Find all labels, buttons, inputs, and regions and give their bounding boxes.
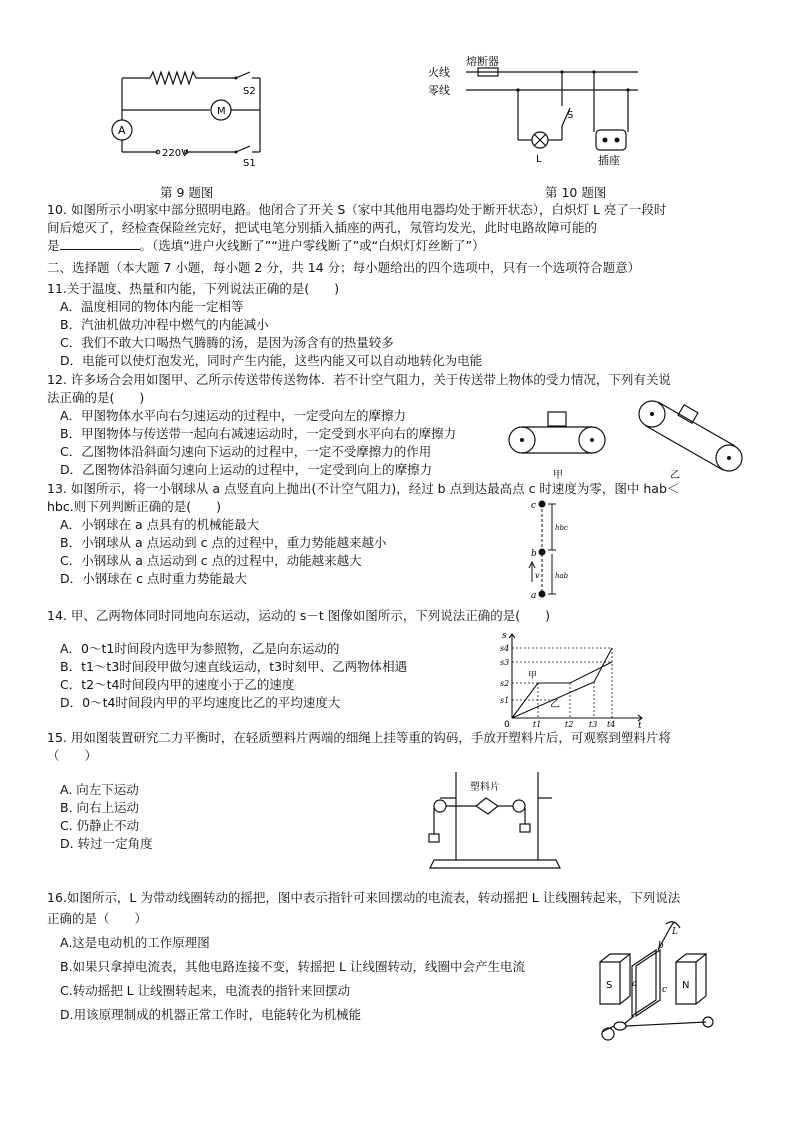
fig10-home-circuit xyxy=(428,50,658,180)
q10-line2: 间后熄灭了，经检查保险丝完好，把试电笔分别插入插座的两孔，氖管均发光，此时电路故障可能的 xyxy=(47,220,598,235)
q13-option-c[interactable]: C．小钢球从 a 点运动到 c 点的过程中，动能越来越大 xyxy=(60,553,362,568)
q15-option-b[interactable]: B. 向右上运动 xyxy=(60,800,140,815)
q10-line3-post: 。（选填“进户火线断了”“进户零线断了”或“白炽灯灯丝断了”） xyxy=(139,238,485,253)
q14-t3: t3 xyxy=(589,720,598,728)
q13-label-v: v xyxy=(535,571,540,580)
q13-option-a[interactable]: A．小钢球在 a 点具有的机械能最大 xyxy=(60,517,260,532)
q16-option-d[interactable]: D.用该原理制成的机器正常工作时，电能转化为机械能 xyxy=(60,1007,362,1022)
q12-option-c[interactable]: C．乙图物体沿斜面匀速向下运动的过程中，一定不受摩擦力的作用 xyxy=(60,444,432,459)
q14-label-jia: 甲 xyxy=(528,671,538,681)
fig10-label-s: S xyxy=(567,110,574,121)
q14-st-graph xyxy=(498,628,648,728)
q13-stem-2: hbc.则下列判断正确的是( ) xyxy=(47,499,221,514)
q10-line3 xyxy=(47,237,754,255)
q12-option-d[interactable]: D．乙图物体沿斜面匀速向上运动的过程中，一定受到向上的摩擦力 xyxy=(60,462,433,477)
q14-option-c[interactable]: C．t2～t4时间段内甲的速度小于乙的速度 xyxy=(60,677,295,692)
q11-stem: 11.关于温度、热量和内能，下列说法正确的是( ) xyxy=(47,281,340,296)
q14-t1: t1 xyxy=(533,720,542,728)
q12-option-b[interactable]: B．甲图物体与传送带一起向右减速运动时，一定受到水平向右的摩擦力 xyxy=(60,426,457,441)
q12-conveyor-figures xyxy=(504,400,754,482)
q15-label-card: 塑料片 xyxy=(470,782,500,793)
q16-label-l: L xyxy=(672,927,678,937)
q15-apparatus xyxy=(420,768,570,872)
q16-generator-figure xyxy=(596,920,726,1044)
q16-label-b: b xyxy=(658,941,664,951)
q10-answer-blank[interactable] xyxy=(60,237,140,250)
q16-label-s: S xyxy=(606,980,613,991)
q11-option-c[interactable]: C．我们不敢大口喝热气腾腾的汤，是因为汤含有的热量较多 xyxy=(60,335,394,350)
q16-option-c[interactable]: C.转动摇把 L 让线圈转起来，电流表的指针来回摆动 xyxy=(60,983,351,998)
fig9-label-220v: 220V xyxy=(162,148,188,159)
q16-option-b[interactable]: B.如果只拿掉电流表，其他电路连接不变，转摇把 L 让线圈转动，线圈中会产生电流 xyxy=(60,959,525,974)
q14-t4: t4 xyxy=(607,720,616,728)
q13-label-hab: hab xyxy=(555,572,569,580)
q14-s1: s1 xyxy=(500,696,510,705)
q15-option-d[interactable]: D. 转过一定角度 xyxy=(60,836,153,851)
q12-option-a[interactable]: A．甲图物体水平向右匀速运动的过程中，一定受向左的摩擦力 xyxy=(60,408,407,423)
q11-option-a[interactable]: A．温度相同的物体内能一定相等 xyxy=(60,299,244,314)
q13-label-c: c xyxy=(531,501,537,511)
q12-stem-1: 12. 许多场合会用如图甲、乙所示传送带传送物体．若不计空气阻力，关于传送带上物体的受力情况，下列有关说 xyxy=(47,372,671,387)
q10-line1: 10. 如图所示小明家中部分照明电路。他闭合了开关 S（家中其他用电器均处于断开状态），白炽灯 L 亮了一段时 xyxy=(47,202,667,217)
q13-option-b[interactable]: B．小钢球从 a 点运动到 c 点的过程中，重力势能越来越小 xyxy=(60,535,387,550)
q12-label-yi: 乙 xyxy=(670,470,680,481)
q13-label-hbc: hbc xyxy=(555,524,568,532)
q14-option-b[interactable]: B．t1～t3时间段甲做匀速直线运动，t3时刻甲、乙两物体相遇 xyxy=(60,659,408,674)
section2-heading: 二、选择题（本大题 7 小题，每小题 2 分，共 14 分；每小题给出的四个选项中，只有一个选项符合题意） xyxy=(47,260,641,275)
q16-label-c: c xyxy=(662,985,668,995)
fig9-label-a: A xyxy=(118,124,126,137)
q13-stem-1: 13. 如图所示，将一小钢球从 a 点竖直向上抛出(不计空气阻力)，经过 b 点到达最高点 c 时速度为零，图中 hab＜ xyxy=(47,481,680,496)
q14-option-a[interactable]: A．0～t1时间段内选甲为参照物，乙是向东运动的 xyxy=(60,641,340,656)
q14-stem: 14. 甲、乙两物体同时同地向东运动，运动的 s－t 图像如图所示，下列说法正确的是( ) xyxy=(47,608,550,623)
q12-label-jia: 甲 xyxy=(553,470,563,481)
fig10-label-neutral: 零线 xyxy=(428,84,450,97)
q14-option-d[interactable]: D．0～t4时间段内甲的平均速度比乙的平均速度大 xyxy=(60,695,341,710)
q14-s3: s3 xyxy=(500,658,510,667)
q11-option-b[interactable]: B．汽油机做功冲程中燃气的内能减小 xyxy=(60,317,269,332)
q13-option-d[interactable]: D．小钢球在 c 点时重力势能最大 xyxy=(60,571,247,586)
q14-origin: 0 xyxy=(504,720,510,728)
fig10-caption: 第 10 题图 xyxy=(545,185,607,200)
fig9-label-m: M xyxy=(217,106,226,117)
fig9-circuit xyxy=(100,62,280,172)
q14-s2: s2 xyxy=(500,679,510,688)
q15-option-c[interactable]: C. 仍静止不动 xyxy=(60,818,140,833)
q16-label-a: a xyxy=(632,979,638,989)
fig10-label-fuse: 熔断器 xyxy=(466,55,499,68)
q14-t2: t2 xyxy=(565,720,574,728)
q14-axis-s: s xyxy=(502,631,507,641)
fig9-caption: 第 9 题图 xyxy=(160,185,214,200)
fig10-label-l: L xyxy=(536,154,542,165)
q16-label-n: N xyxy=(682,980,690,991)
q13-ball-figure xyxy=(522,498,582,602)
q16-stem-1: 16.如图所示，L 为带动线圈转动的摇把，图中表示指针可来回摆动的电流表，转动摇把 L 让线圈转起来，下列说法 xyxy=(47,890,681,905)
q14-axis-t: t xyxy=(638,721,642,728)
fig9-label-s1: S1 xyxy=(243,158,256,169)
q16-option-a[interactable]: A.这是电动机的工作原理图 xyxy=(60,935,210,950)
q14-s4: s4 xyxy=(500,644,510,653)
q15-option-a[interactable]: A. 向左下运动 xyxy=(60,782,139,797)
fig10-label-live: 火线 xyxy=(428,66,450,79)
q15-stem-2: （ ） xyxy=(47,748,98,763)
fig10-label-socket: 插座 xyxy=(598,154,620,167)
q13-label-b: b xyxy=(531,549,537,559)
q10-line3-pre: 是 xyxy=(47,238,60,253)
q15-stem-1: 15. 用如图装置研究二力平衡时，在轻质塑料片两端的细绳上挂等重的钩码，手放开塑料片后，可观察到塑料片将 xyxy=(47,730,671,745)
q14-label-yi: 乙 xyxy=(550,699,560,710)
fig9-label-s2: S2 xyxy=(243,86,256,97)
q12-stem-2: 法正确的是( ) xyxy=(47,390,145,405)
q11-option-d[interactable]: D．电能可以使灯泡发光，同时产生内能，这些内能又可以自动地转化为电能 xyxy=(60,353,483,368)
q16-stem-2: 正确的是（ ） xyxy=(47,911,148,926)
q13-label-a: a xyxy=(531,591,537,601)
